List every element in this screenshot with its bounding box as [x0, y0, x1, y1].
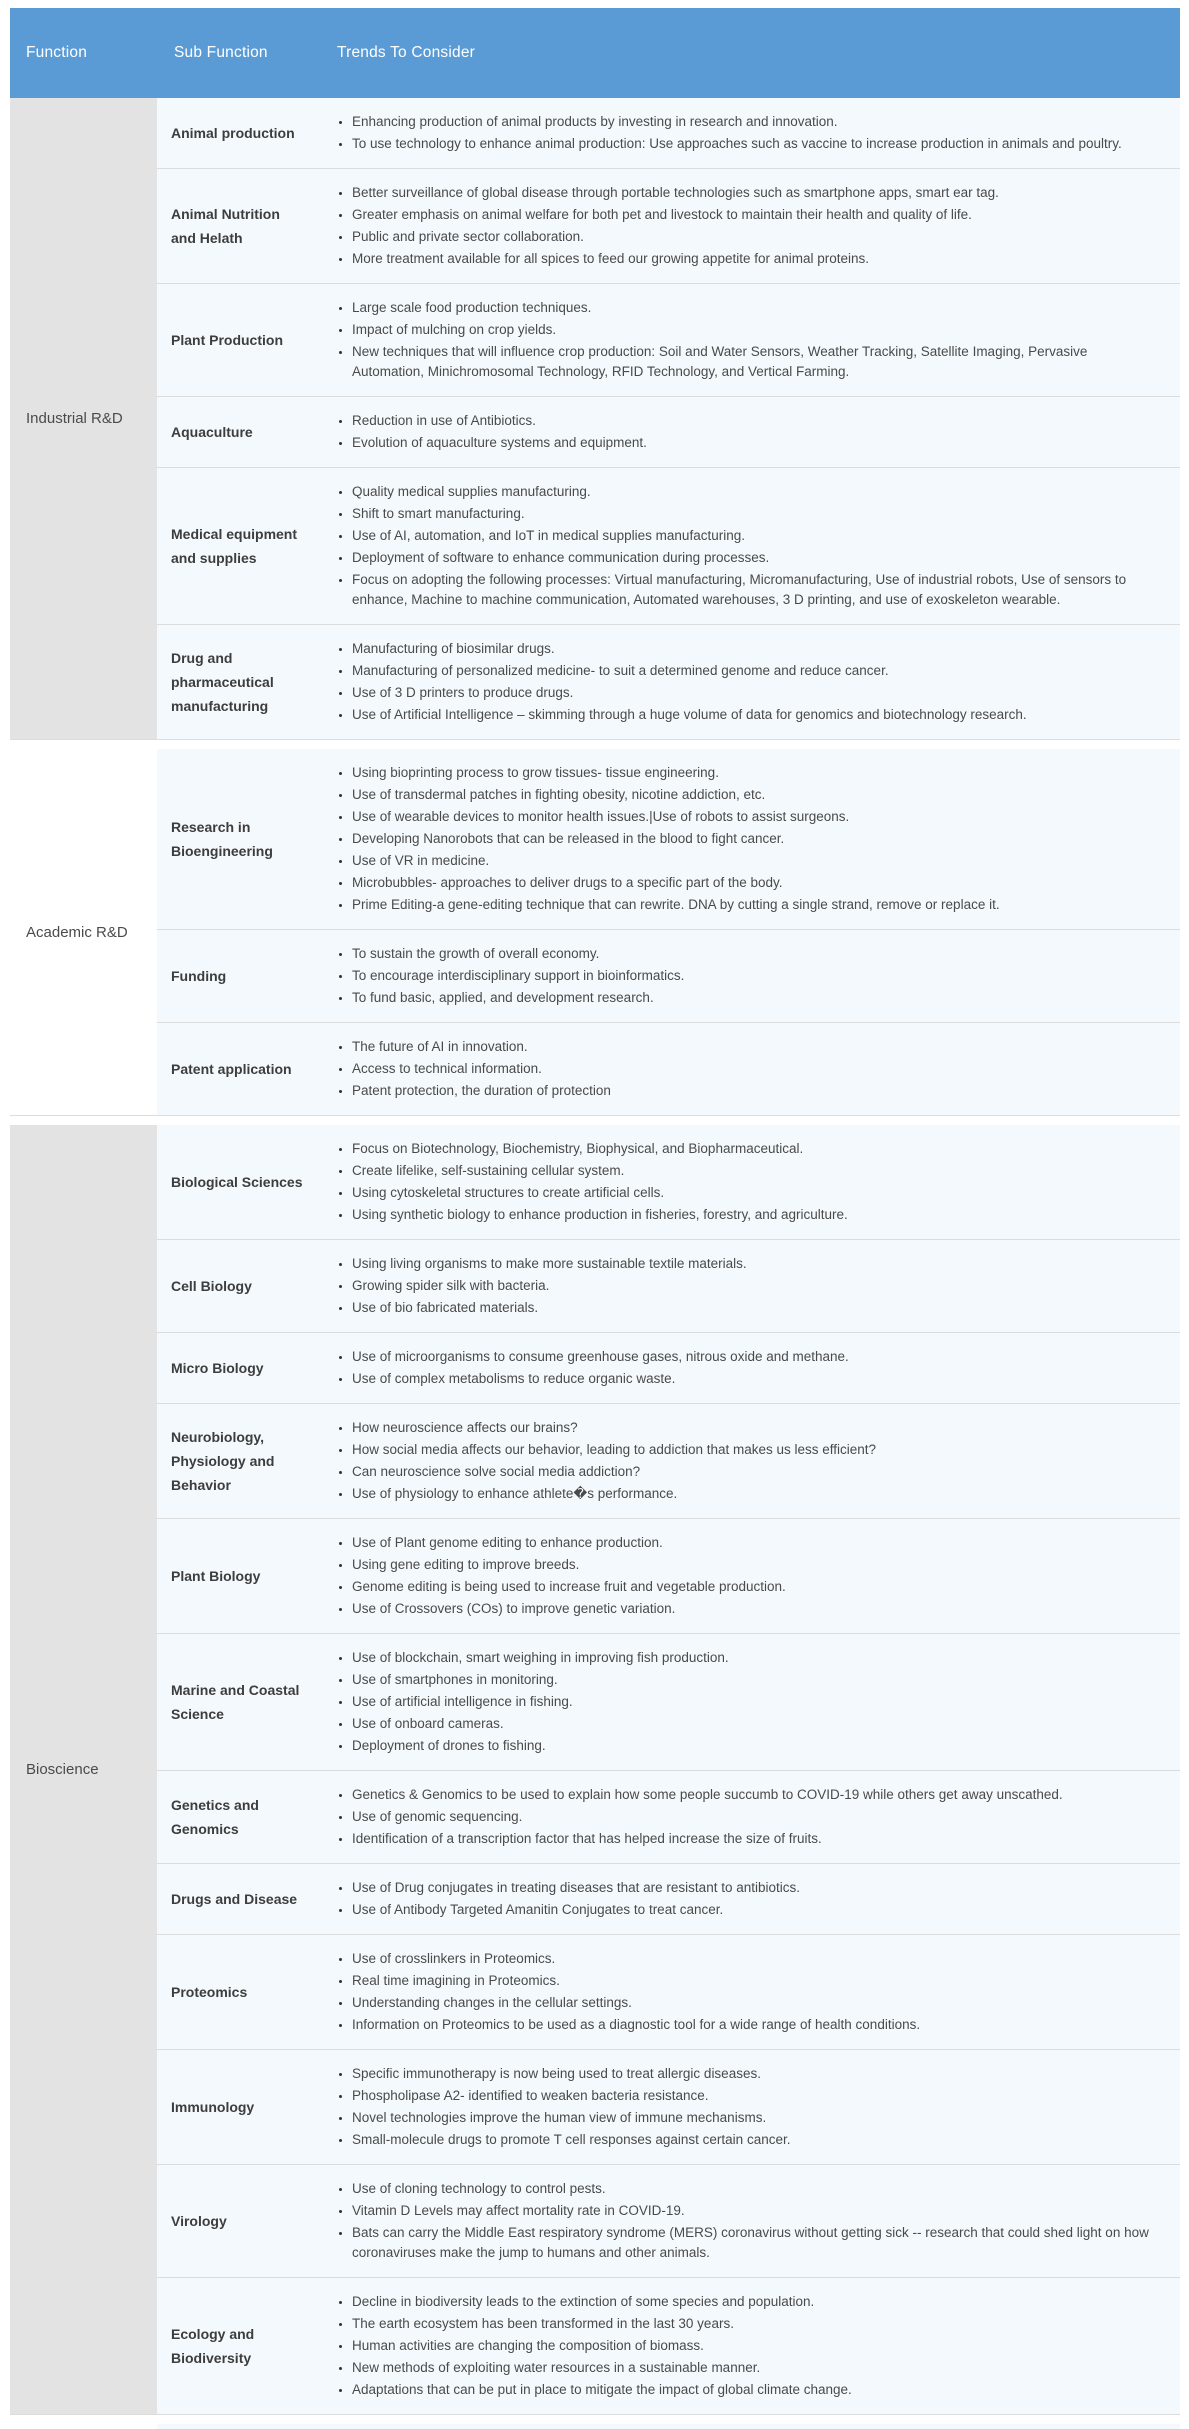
table-row [157, 1125, 1180, 1239]
trend-item: • Use of artificial intelligence in fishing. [352, 1692, 729, 1712]
trend-item: • Use of AI, automation, and IoT in medical supplies manufacturing. [352, 526, 1156, 546]
truncated-next-row [10, 2424, 1180, 2429]
sub-function-cell: Micro Biology [171, 1360, 264, 1376]
trend-item: • Use of wearable devices to monitor health issues.|Use of robots to assist surgeons. [352, 807, 1000, 827]
table-row [157, 1239, 1180, 1332]
sub-function-cell: Proteomics [171, 1984, 248, 2000]
truncated-body-cell [157, 2424, 1180, 2429]
function-cell: Academic R&D [10, 749, 157, 1115]
trend-item: • Using living organisms to make more sustainable textile materials. [352, 1254, 747, 1274]
trend-item: • Use of bio fabricated materials. [352, 1298, 747, 1318]
trend-item: • Evolution of aquaculture systems and equipment. [352, 433, 647, 453]
trend-item: • Adaptations that can be put in place to mitigate the impact of global climate change. [352, 2380, 852, 2400]
trend-item: • Use of microorganisms to consume greenhouse gases, nitrous oxide and methane. [352, 1347, 849, 1367]
trend-item: • To use technology to enhance animal production: Use approaches such as vaccine to increase production in animals and poultry. [352, 134, 1122, 154]
trend-list [313, 942, 684, 1010]
trend-item: • Shift to smart manufacturing. [352, 504, 1156, 524]
trend-list [313, 1531, 786, 1621]
trend-item: • Use of onboard cameras. [352, 1714, 729, 1734]
trends-cell [313, 476, 1180, 616]
table-row [157, 467, 1180, 624]
function-group [10, 749, 1180, 1116]
trend-item: • The earth ecosystem has been transformed in the last 30 years. [352, 2314, 852, 2334]
trend-item: • Access to technical information. [352, 1059, 611, 1079]
trend-list [313, 1783, 1063, 1851]
trend-item: • New methods of exploiting water resources in a sustainable manner. [352, 2358, 852, 2378]
trend-list [313, 1345, 849, 1391]
function-cell: Bioscience [10, 1125, 157, 2414]
table-row [157, 1332, 1180, 1403]
column-header-sub-function: Sub Function [174, 44, 268, 61]
table-row [157, 1770, 1180, 1863]
trend-list [313, 637, 1027, 727]
trend-list [313, 480, 1156, 612]
trend-list [313, 2177, 1156, 2265]
trend-item: • Greater emphasis on animal welfare for both pet and livestock to maintain their health and quality of life. [352, 205, 999, 225]
trend-item: • Developing Nanorobots that can be released in the blood to fight cancer. [352, 829, 1000, 849]
trend-item: • Small-molecule drugs to promote T cell responses against certain cancer. [352, 2130, 790, 2150]
truncated-function-cell [10, 2424, 157, 2429]
trend-list [313, 1947, 920, 2037]
trend-item: • Use of Crossovers (COs) to improve genetic variation. [352, 1599, 786, 1619]
trend-list [313, 409, 647, 455]
trend-item: • Focus on Biotechnology, Biochemistry, Biophysical, and Biopharmaceutical. [352, 1139, 848, 1159]
trend-item: • Patent protection, the duration of protection [352, 1081, 611, 1101]
trend-item: • Manufacturing of personalized medicine- to suit a determined genome and reduce cancer. [352, 661, 1027, 681]
table-row [157, 624, 1180, 739]
table-row [157, 2164, 1180, 2277]
trend-item: • Decline in biodiversity leads to the extinction of some species and population. [352, 2292, 852, 2312]
trend-item: • Vitamin D Levels may affect mortality rate in COVID-19. [352, 2201, 1156, 2221]
trend-item: • Using synthetic biology to enhance production in fisheries, forestry, and agriculture. [352, 1205, 848, 1225]
trend-item: • Novel technologies improve the human view of immune mechanisms. [352, 2108, 790, 2128]
trend-item: • Use of blockchain, smart weighing in improving fish production. [352, 1648, 729, 1668]
function-group [10, 98, 1180, 740]
trend-item: • New techniques that will influence crop production: Soil and Water Sensors, Weather Tracking, Satellite Imaging, Pervasive Automation, Minichromosomal Technology, RFID Technology, and Vertical Farming. [352, 342, 1156, 382]
trend-item: • Using gene editing to improve breeds. [352, 1555, 786, 1575]
table-row [157, 1022, 1180, 1115]
sub-function-cell: Patent application [171, 1061, 292, 1077]
trend-list [313, 181, 999, 271]
table-row [157, 168, 1180, 283]
sub-function-cell: Animal production [171, 125, 295, 141]
trend-item: • Prime Editing-a gene-editing technique that can rewrite. DNA by cutting a single strand, remove or replace it. [352, 895, 1000, 915]
trend-item: • Impact of mulching on crop yields. [352, 320, 1156, 340]
trend-item: • Use of crosslinkers in Proteomics. [352, 1949, 920, 1969]
table-row [157, 749, 1180, 929]
trend-item: • Use of cloning technology to control pests. [352, 2179, 1156, 2199]
table-body [10, 98, 1180, 2415]
trend-item: • Large scale food production techniques. [352, 298, 1156, 318]
trend-list [313, 761, 1000, 917]
trend-item: • Human activities are changing the composition of biomass. [352, 2336, 852, 2356]
trend-item: • Can neuroscience solve social media addiction? [352, 1462, 876, 1482]
trends-cell [313, 1248, 1180, 1324]
trend-item: • Use of physiology to enhance athlete�s performance. [352, 1484, 876, 1504]
trend-item: • Use of 3 D printers to produce drugs. [352, 683, 1027, 703]
trend-list [313, 1252, 747, 1320]
trend-item: • Use of VR in medicine. [352, 851, 1000, 871]
sub-function-cell: Research in Bioengineering [171, 819, 273, 859]
table-row [157, 98, 1180, 168]
sub-function-cell: Genetics and Genomics [171, 1797, 259, 1837]
trends-cell [313, 106, 1180, 160]
trend-item: • Use of Artificial Intelligence – skimming through a huge volume of data for genomics and biotechnology research. [352, 705, 1027, 725]
sub-function-cell: Ecology and Biodiversity [171, 2326, 255, 2366]
table-row [157, 929, 1180, 1022]
trend-item: • Using cytoskeletal structures to create artificial cells. [352, 1183, 848, 1203]
trends-cell [313, 633, 1180, 731]
function-group [10, 1125, 1180, 2415]
table-row [157, 1633, 1180, 1770]
trend-item: • Use of smartphones in monitoring. [352, 1670, 729, 1690]
trend-item: • Enhancing production of animal products by investing in research and innovation. [352, 112, 1122, 132]
trend-list [313, 1035, 611, 1103]
trend-list [313, 1416, 876, 1506]
trends-cell [313, 1943, 1180, 2041]
table-row [157, 283, 1180, 396]
sub-function-cell: Plant Production [171, 332, 283, 348]
trends-cell [313, 2058, 1180, 2156]
trends-cell [313, 1031, 1180, 1107]
group-rows [157, 749, 1180, 1115]
trend-item: • Use of Drug conjugates in treating diseases that are resistant to antibiotics. [352, 1878, 800, 1898]
trends-cell [313, 1341, 1180, 1395]
trend-item: • Focus on adopting the following processes: Virtual manufacturing, Micromanufacturing, Use of industrial robots, Use of sensors to enhance, Machine to machine communication, Automated warehouses, 3 D printing, and use of exoskeleton wearable. [352, 570, 1156, 610]
function-cell: Industrial R&D [10, 98, 157, 739]
column-header-trends: Trends To Consider [337, 44, 475, 61]
trend-item: • Deployment of software to enhance communication during processes. [352, 548, 1156, 568]
trend-item: • To encourage interdisciplinary support in bioinformatics. [352, 966, 684, 986]
trend-list [313, 1646, 729, 1758]
trends-table [10, 8, 1180, 2429]
trend-item: • The future of AI in innovation. [352, 1037, 611, 1057]
trends-cell [313, 757, 1180, 921]
trend-item: • Use of complex metabolisms to reduce organic waste. [352, 1369, 849, 1389]
trends-cell [313, 292, 1180, 388]
trend-item: • Bats can carry the Middle East respiratory syndrome (MERS) coronavirus without getting sick -- research that could shed light on how coronaviruses make the jump to humans and other animals. [352, 2223, 1156, 2263]
trends-cell [313, 1872, 1180, 1926]
trends-cell [313, 405, 1180, 459]
trend-item: • Microbubbles- approaches to deliver drugs to a specific part of the body. [352, 873, 1000, 893]
trend-item: • Better surveillance of global disease through portable technologies such as smartphone apps, smart ear tag. [352, 183, 999, 203]
trend-list [313, 1137, 848, 1227]
trend-item: • Information on Proteomics to be used as a diagnostic tool for a wide range of health conditions. [352, 2015, 920, 2035]
trends-cell [313, 1527, 1180, 1625]
trend-item: • To fund basic, applied, and development research. [352, 988, 684, 1008]
table-row [157, 1403, 1180, 1518]
trend-item: • How social media affects our behavior, leading to addiction that makes us less efficient? [352, 1440, 876, 1460]
sub-function-cell: Animal Nutrition and Helath [171, 206, 280, 246]
group-rows [157, 1125, 1180, 2414]
sub-function-cell: Drug and pharmaceutical manufacturing [171, 650, 274, 714]
trend-item: • Real time imagining in Proteomics. [352, 1971, 920, 1991]
column-header-function: Function [26, 44, 88, 61]
trend-item: • More treatment available for all spices to feed our growing appetite for animal proteins. [352, 249, 999, 269]
trend-list [313, 296, 1156, 384]
sub-function-cell: Aquaculture [171, 424, 253, 440]
trends-cell [313, 1412, 1180, 1510]
group-rows [157, 98, 1180, 739]
trend-item: • Identification of a transcription factor that has helped increase the size of fruits. [352, 1829, 1063, 1849]
trend-item: • Manufacturing of biosimilar drugs. [352, 639, 1027, 659]
table-header-row [10, 8, 1180, 98]
table-row [157, 396, 1180, 467]
trends-cell [313, 938, 1180, 1014]
trends-cell [313, 1779, 1180, 1855]
trend-item: • To sustain the growth of overall economy. [352, 944, 684, 964]
trend-item: • Specific immunotherapy is now being used to treat allergic diseases. [352, 2064, 790, 2084]
sub-function-cell: Virology [171, 2213, 227, 2229]
sub-function-cell: Medical equipment and supplies [171, 526, 298, 566]
trends-cell [313, 1133, 1180, 1231]
table-row [157, 2277, 1180, 2414]
trend-item: • Create lifelike, self-sustaining cellular system. [352, 1161, 848, 1181]
trend-item: • Using bioprinting process to grow tissues- tissue engineering. [352, 763, 1000, 783]
sub-function-cell: Funding [171, 968, 227, 984]
sub-function-cell: Immunology [171, 2099, 255, 2115]
sub-function-cell: Cell Biology [171, 1278, 252, 1294]
trend-item: • Genome editing is being used to increase fruit and vegetable production. [352, 1577, 786, 1597]
trends-cell [313, 2286, 1180, 2406]
trend-item: • How neuroscience affects our brains? [352, 1418, 876, 1438]
trend-list [313, 2290, 852, 2402]
table-row [157, 1518, 1180, 1633]
table-row [157, 2049, 1180, 2164]
trend-list [313, 110, 1122, 156]
trend-item: • Deployment of drones to fishing. [352, 1736, 729, 1756]
trend-item: • Phospholipase A2- identified to weaken bacteria resistance. [352, 2086, 790, 2106]
sub-function-cell: Biological Sciences [171, 1174, 303, 1190]
trends-cell [313, 2173, 1180, 2269]
trends-cell [313, 177, 1180, 275]
trend-item: • Use of transdermal patches in fighting obesity, nicotine addiction, etc. [352, 785, 1000, 805]
trend-item: • Understanding changes in the cellular settings. [352, 1993, 920, 2013]
trend-item: • Public and private sector collaboration. [352, 227, 999, 247]
trend-list [313, 1876, 800, 1922]
trend-item: • Reduction in use of Antibiotics. [352, 411, 647, 431]
trend-item: • Use of genomic sequencing. [352, 1807, 1063, 1827]
sub-function-cell: Drugs and Disease [171, 1891, 298, 1907]
sub-function-cell: Neurobiology, Physiology and Behavior [171, 1429, 275, 1493]
trend-item: • Use of Antibody Targeted Amanitin Conjugates to treat cancer. [352, 1900, 800, 1920]
trend-item: • Genetics & Genomics to be used to explain how some people succumb to COVID-19 while others get away unscathed. [352, 1785, 1063, 1805]
trend-item: • Growing spider silk with bacteria. [352, 1276, 747, 1296]
sub-function-cell: Marine and Coastal Science [171, 1682, 300, 1722]
table-row [157, 1863, 1180, 1934]
trend-item: • Use of Plant genome editing to enhance production. [352, 1533, 786, 1553]
sub-function-cell: Plant Biology [171, 1568, 261, 1584]
table-row [157, 1934, 1180, 2049]
trends-cell [313, 1642, 1180, 1762]
trend-item: • Quality medical supplies manufacturing. [352, 482, 1156, 502]
trend-list [313, 2062, 790, 2152]
